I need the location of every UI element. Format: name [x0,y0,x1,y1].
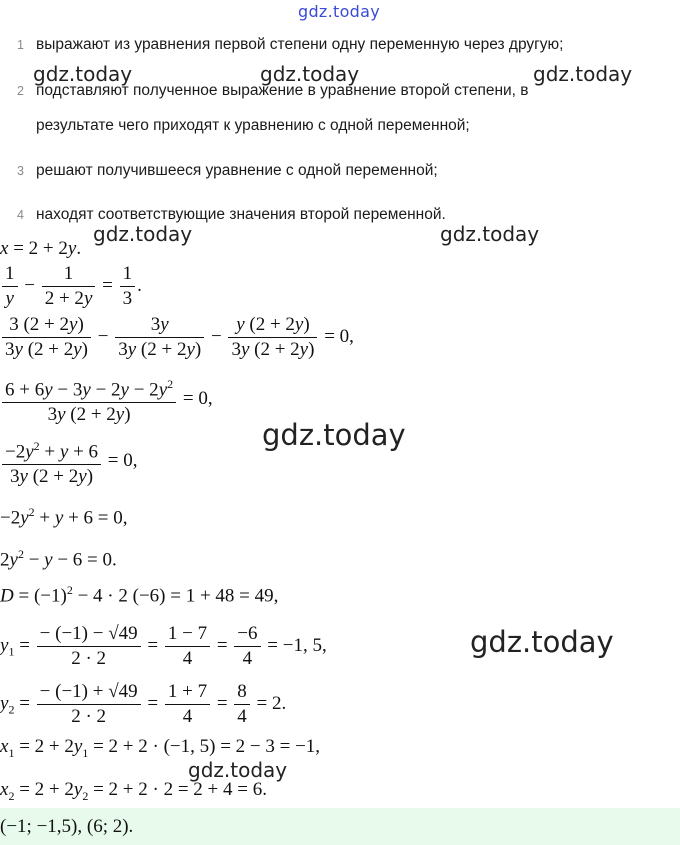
watermark: gdz.today [260,62,360,86]
equation-line: $x_1 = 2 + 2y_1 = 2 + 2 \cdot (-1$, 5) = 2 − 3 = −1, [0,736,321,760]
step-number: 2 [17,84,24,98]
equation-line: $\frac{-2y^2 + y + 6}{3y (2 + 2y)}$ = 0, [0,434,138,489]
step-number: 4 [17,208,24,222]
equation-line: $x_2 = 2 + 2y_2 = 2 + 2 \cdot 2 = 2 + 4 = 6$. [0,779,267,803]
step-3 [17,162,438,180]
equation-line: $2y^2 - y - 6 = 0$. [0,547,117,571]
equation-line: $D = (-1)^2 - 4 \cdot 2$ (−6) = 1 + 48 = 49, [0,583,279,607]
step-1 [17,36,564,54]
watermark: gdz.today [533,62,633,86]
watermark: gdz.today [262,418,406,452]
step-text: решают получившееся уравнение с одной переменной; [36,162,438,179]
step-text: выражают из уравнения первой степени одну переменную через другую; [36,36,564,53]
equation-line: $\frac{1}{y}$ − $\frac{1}{2 + 2y}$ = $\frac{1}{3}$ . [0,262,142,311]
step-2 [17,82,529,100]
watermark: gdz.today [440,222,540,246]
step-4 [17,206,446,224]
answer-box [0,808,680,845]
watermark: gdz.today [470,625,614,659]
watermark-top: gdz.today [298,2,380,21]
watermark: gdz.today [188,758,288,782]
answer-text: (−1; −1,5), (6; 2). [0,816,134,837]
equation-line: x = 2 + 2y. [0,238,82,259]
step-number: 1 [17,38,24,52]
equation-line: $y_2$ = $\frac{- (-1) + √49}{2 \cdot 2}$ = $\frac{1 + 7}{4}$ = $\frac{8}{4}$ = 2. [0,681,287,727]
equation-line: $\frac{6 + 6y - 3y - 2y - 2y^2}{3y (2 + 2y)}$ = 0, [0,372,213,427]
step-number: 3 [17,164,24,178]
step-text: подставляют полученное выражение в уравнение второй степени, в [36,82,529,99]
watermark: gdz.today [93,222,193,246]
step-2-continuation: результате чего приходят к уравнению с одной переменной; [36,117,470,134]
equation-line: $\frac{3 (2 + 2y)}{3y (2 + 2y)}$ − $\frac{3y}{3y (2 + 2y)}$ − $\frac{y (2 + 2y)}{3y (2 + 2y)}$ = 0, [0,313,354,362]
step-text: находят соответствующие значения второй переменной. [36,206,446,223]
equation-line: $-2y^2 + y + 6 = 0$, [0,505,128,529]
equation-line: $y_1$ = $\frac{- (-1) - √49}{2 \cdot 2}$ = $\frac{1 - 7}{4}$ = $\frac{-6}{4}$ = −1, 5, [0,623,327,669]
watermark: gdz.today [33,62,133,86]
